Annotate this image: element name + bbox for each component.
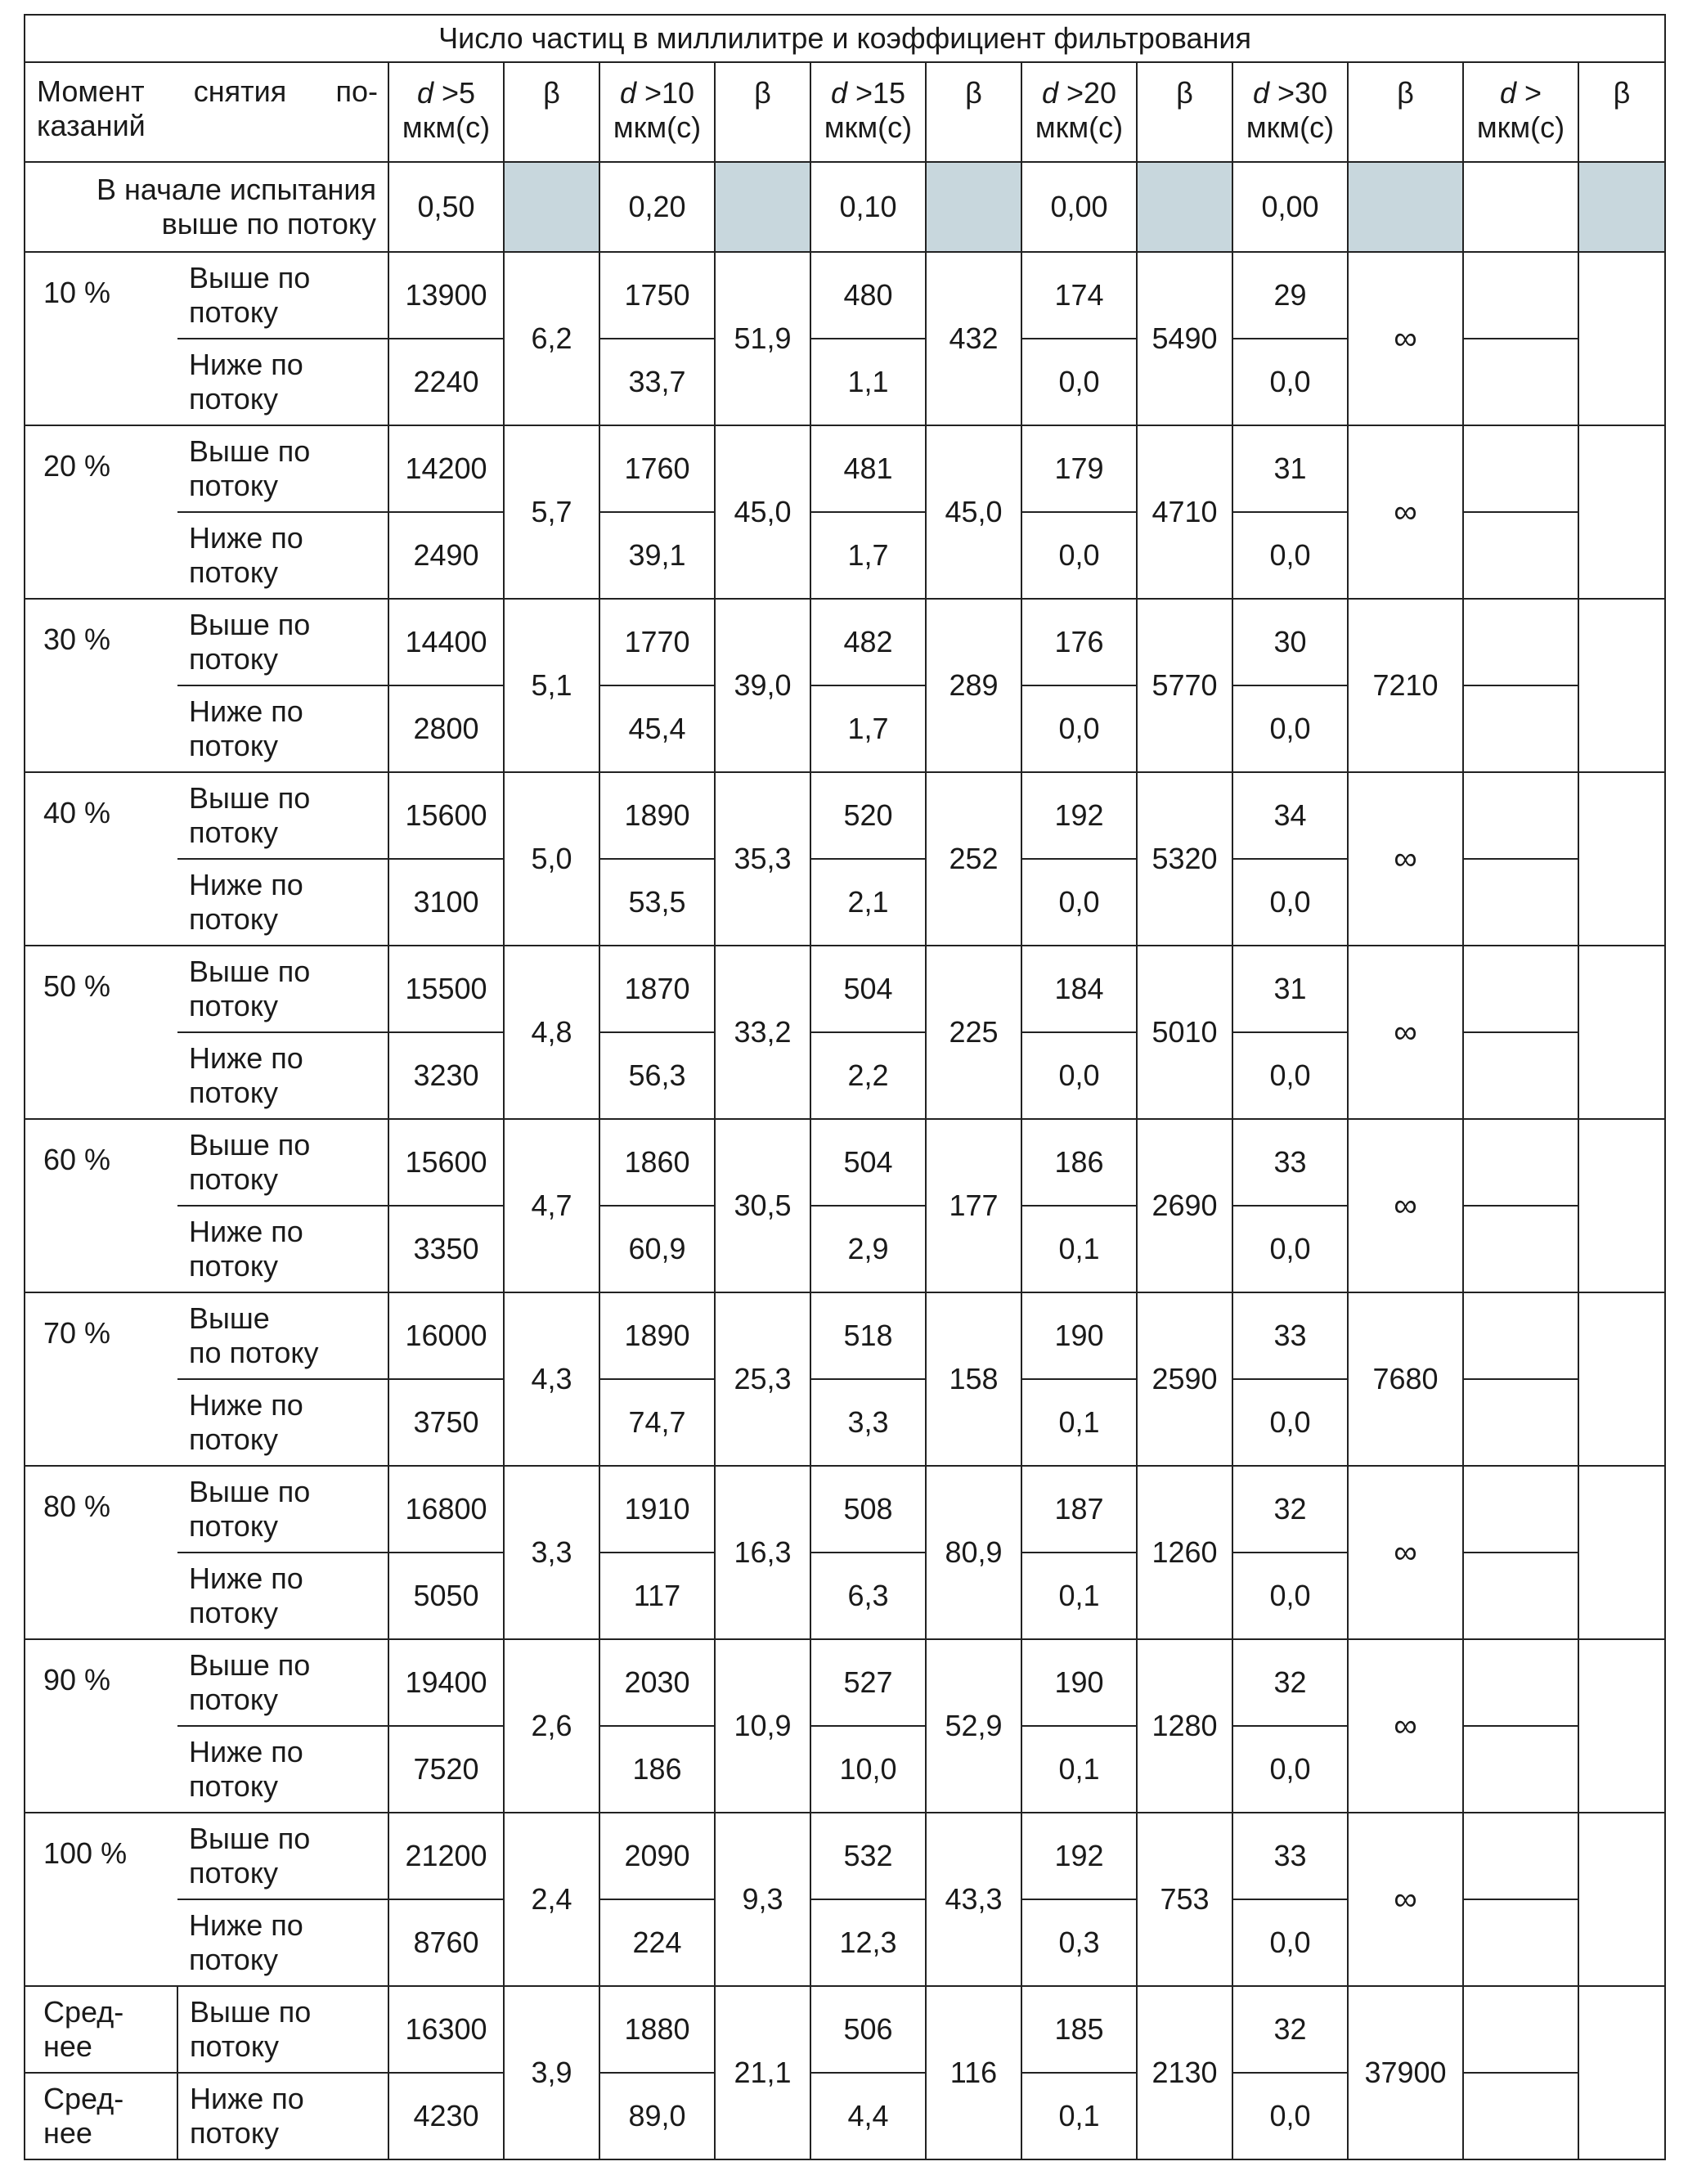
upstream-count: 527 — [810, 1639, 926, 1726]
beta-value: 6,2 — [504, 252, 599, 425]
upstream-count: 1880 — [599, 1986, 715, 2073]
downstream-count: 1,7 — [810, 512, 926, 599]
upstream-count — [1463, 1119, 1578, 1206]
beta-value: ∞ — [1348, 772, 1463, 946]
start-beta-cell — [715, 162, 810, 252]
upstream-count: 1890 — [599, 1292, 715, 1379]
table-body — [25, 15, 1665, 2159]
upstream-count: 33 — [1232, 1813, 1348, 1899]
beta-value: 753 — [1137, 1813, 1232, 1986]
beta-value: 432 — [926, 252, 1021, 425]
downstream-count: 53,5 — [599, 859, 715, 946]
upstream-label: Выше по потоку — [177, 599, 388, 685]
upstream-label: Выше по потоку — [177, 425, 388, 512]
upstream-label: Выше по потоку — [177, 1986, 388, 2073]
upstream-count: 31 — [1232, 946, 1348, 1032]
downstream-count: 33,7 — [599, 339, 715, 425]
beta-value: 10,9 — [715, 1639, 810, 1813]
downstream-count: 89,0 — [599, 2073, 715, 2159]
moment-label: 100 % — [25, 1813, 177, 1986]
size-threshold: >20 — [1057, 76, 1117, 110]
upstream-count: 32 — [1232, 1466, 1348, 1553]
downstream-count: 0,0 — [1021, 859, 1137, 946]
downstream-count: 2240 — [388, 339, 504, 425]
downstream-count: 7520 — [388, 1726, 504, 1813]
downstream-count: 1,7 — [810, 685, 926, 772]
upstream-count: 15600 — [388, 772, 504, 859]
downstream-label: Ниже по потоку — [177, 685, 388, 772]
beta-value — [1578, 599, 1665, 772]
beta-value — [1578, 1292, 1665, 1466]
moment-label: 70 % — [25, 1292, 177, 1466]
start-value: 0,50 — [388, 162, 504, 252]
size-unit: мкм(c) — [1035, 110, 1124, 144]
size-symbol: d — [1041, 76, 1058, 110]
downstream-count: 2,2 — [810, 1032, 926, 1119]
downstream-count — [1463, 512, 1578, 599]
size-symbol: d — [1499, 76, 1516, 110]
beta-value: 116 — [926, 1986, 1021, 2159]
upstream-count — [1463, 1813, 1578, 1899]
downstream-count: 3230 — [388, 1032, 504, 1119]
downstream-count: 60,9 — [599, 1206, 715, 1292]
beta-value: 25,3 — [715, 1292, 810, 1466]
upstream-count: 187 — [1021, 1466, 1137, 1553]
size-header — [1232, 62, 1348, 162]
downstream-count: 0,0 — [1232, 1726, 1348, 1813]
beta-value — [1578, 1986, 1665, 2159]
beta-value — [1578, 1119, 1665, 1292]
beta-value: 4,8 — [504, 946, 599, 1119]
downstream-count: 2,9 — [810, 1206, 926, 1292]
beta-value: 9,3 — [715, 1813, 810, 1986]
upstream-count: 504 — [810, 1119, 926, 1206]
downstream-count: 3350 — [388, 1206, 504, 1292]
beta-value: ∞ — [1348, 946, 1463, 1119]
upstream-count: 15500 — [388, 946, 504, 1032]
downstream-count: 45,4 — [599, 685, 715, 772]
beta-header: β — [1348, 62, 1463, 162]
downstream-count: 1,1 — [810, 339, 926, 425]
upstream-count: 186 — [1021, 1119, 1137, 1206]
beta-value: 51,9 — [715, 252, 810, 425]
beta-value: 45,0 — [715, 425, 810, 599]
upstream-count — [1463, 252, 1578, 339]
upstream-count: 190 — [1021, 1639, 1137, 1726]
downstream-count: 0,1 — [1021, 2073, 1137, 2159]
upstream-count: 190 — [1021, 1292, 1137, 1379]
size-unit: мкм(c) — [402, 110, 491, 144]
size-header — [388, 62, 504, 162]
upstream-count: 1890 — [599, 772, 715, 859]
moment-label: 90 % — [25, 1639, 177, 1813]
upstream-count: 518 — [810, 1292, 926, 1379]
downstream-count: 0,0 — [1232, 339, 1348, 425]
downstream-count: 2800 — [388, 685, 504, 772]
upstream-label: Выше по потоку — [177, 1813, 388, 1899]
size-threshold: >5 — [433, 76, 476, 110]
downstream-count: 10,0 — [810, 1726, 926, 1813]
downstream-count — [1463, 685, 1578, 772]
upstream-count: 14400 — [388, 599, 504, 685]
size-unit: мкм(c) — [824, 110, 913, 144]
beta-value: 158 — [926, 1292, 1021, 1466]
moment-label: 40 % — [25, 772, 177, 946]
upstream-count: 33 — [1232, 1119, 1348, 1206]
downstream-count: 3100 — [388, 859, 504, 946]
upstream-count — [1463, 425, 1578, 512]
downstream-label: Ниже по потоку — [177, 1032, 388, 1119]
upstream-count: 532 — [810, 1813, 926, 1899]
downstream-count: 0,0 — [1232, 859, 1348, 946]
downstream-count — [1463, 2073, 1578, 2159]
beta-value — [1578, 1639, 1665, 1813]
upstream-label: Выше по потоку — [177, 946, 388, 1032]
beta-value: 5490 — [1137, 252, 1232, 425]
downstream-label: Ниже по потоку — [177, 1553, 388, 1639]
size-unit: мкм(c) — [613, 110, 702, 144]
downstream-count: 2490 — [388, 512, 504, 599]
beta-header: β — [715, 62, 810, 162]
upstream-count: 1860 — [599, 1119, 715, 1206]
upstream-label: Выше по потоку — [177, 772, 388, 859]
downstream-label: Ниже по потоку — [177, 1379, 388, 1466]
beta-value: 2,4 — [504, 1813, 599, 1986]
upstream-count: 192 — [1021, 772, 1137, 859]
table-row — [25, 1466, 1665, 1553]
beta-value: ∞ — [1348, 1119, 1463, 1292]
upstream-count: 2090 — [599, 1813, 715, 1899]
moment-label: 30 % — [25, 599, 177, 772]
beta-value: 5770 — [1137, 599, 1232, 772]
downstream-count: 39,1 — [599, 512, 715, 599]
size-header — [810, 62, 926, 162]
beta-value: 37900 — [1348, 1986, 1463, 2159]
moment-label: 80 % — [25, 1466, 177, 1639]
beta-value: ∞ — [1348, 1639, 1463, 1813]
size-threshold: >15 — [846, 76, 906, 110]
upstream-count: 16800 — [388, 1466, 504, 1553]
downstream-label: Ниже по потоку — [177, 2073, 388, 2159]
beta-value — [1578, 1466, 1665, 1639]
size-unit: мкм(c) — [1246, 110, 1335, 144]
size-threshold: >10 — [635, 76, 695, 110]
downstream-count: 2,1 — [810, 859, 926, 946]
upstream-count: 179 — [1021, 425, 1137, 512]
beta-value: 5,1 — [504, 599, 599, 772]
downstream-count — [1463, 1032, 1578, 1119]
table-row — [25, 1292, 1665, 1379]
downstream-count: 0,0 — [1232, 512, 1348, 599]
downstream-count: 74,7 — [599, 1379, 715, 1466]
upstream-count: 506 — [810, 1986, 926, 2073]
downstream-count: 0,0 — [1232, 2073, 1348, 2159]
downstream-label: Ниже по потоку — [177, 1899, 388, 1986]
beta-value: 16,3 — [715, 1466, 810, 1639]
downstream-label: Ниже по потоку — [177, 512, 388, 599]
beta-value: 45,0 — [926, 425, 1021, 599]
upstream-count: 184 — [1021, 946, 1137, 1032]
start-row — [25, 162, 1665, 252]
table-title: Число частиц в миллилитре и коэффициент фильтрования — [25, 15, 1665, 62]
beta-value: ∞ — [1348, 252, 1463, 425]
upstream-count: 29 — [1232, 252, 1348, 339]
start-value — [1463, 162, 1578, 252]
size-header — [599, 62, 715, 162]
beta-header: β — [926, 62, 1021, 162]
beta-value — [1578, 946, 1665, 1119]
start-value: 0,00 — [1232, 162, 1348, 252]
size-symbol: d — [830, 76, 847, 110]
header-row — [25, 62, 1665, 162]
size-symbol: d — [1252, 76, 1269, 110]
table-row — [25, 1639, 1665, 1726]
downstream-count: 3750 — [388, 1379, 504, 1466]
upstream-count: 508 — [810, 1466, 926, 1553]
beta-value: 7210 — [1348, 599, 1463, 772]
beta-value: 80,9 — [926, 1466, 1021, 1639]
downstream-count — [1463, 1553, 1578, 1639]
downstream-count: 5050 — [388, 1553, 504, 1639]
downstream-count: 0,0 — [1021, 1032, 1137, 1119]
upstream-count: 14200 — [388, 425, 504, 512]
beta-value: 5,0 — [504, 772, 599, 946]
start-beta-cell — [1137, 162, 1232, 252]
downstream-count: 0,0 — [1232, 1379, 1348, 1466]
size-symbol: d — [619, 76, 636, 110]
moment-label: 50 % — [25, 946, 177, 1119]
downstream-count — [1463, 859, 1578, 946]
beta-value: 3,9 — [504, 1986, 599, 2159]
upstream-count: 481 — [810, 425, 926, 512]
beta-value: 2130 — [1137, 1986, 1232, 2159]
size-unit: мкм(c) — [1476, 110, 1565, 144]
moment-label: 60 % — [25, 1119, 177, 1292]
beta-value: 52,9 — [926, 1639, 1021, 1813]
start-value: 0,10 — [810, 162, 926, 252]
upstream-count: 32 — [1232, 1986, 1348, 2073]
upstream-count — [1463, 946, 1578, 1032]
beta-value — [1578, 425, 1665, 599]
table-row — [25, 772, 1665, 859]
downstream-count: 0,1 — [1021, 1379, 1137, 1466]
downstream-count: 0,0 — [1232, 1899, 1348, 1986]
downstream-label: Ниже по потоку — [177, 1206, 388, 1292]
filtration-table — [24, 14, 1666, 2160]
upstream-label: Выше по потоку — [177, 1466, 388, 1553]
downstream-count — [1463, 1379, 1578, 1466]
beta-header: β — [1137, 62, 1232, 162]
moment-label: 20 % — [25, 425, 177, 599]
start-label: В начале испытания выше по потоку — [25, 162, 388, 252]
downstream-count: 186 — [599, 1726, 715, 1813]
upstream-count: 520 — [810, 772, 926, 859]
upstream-count — [1463, 1639, 1578, 1726]
downstream-count: 0,3 — [1021, 1899, 1137, 1986]
upstream-count: 31 — [1232, 425, 1348, 512]
downstream-count: 4,4 — [810, 2073, 926, 2159]
upstream-count: 13900 — [388, 252, 504, 339]
beta-value — [1578, 772, 1665, 946]
beta-value: 21,1 — [715, 1986, 810, 2159]
upstream-count: 1870 — [599, 946, 715, 1032]
upstream-count: 19400 — [388, 1639, 504, 1726]
upstream-count: 21200 — [388, 1813, 504, 1899]
downstream-count: 0,1 — [1021, 1726, 1137, 1813]
beta-value: 39,0 — [715, 599, 810, 772]
downstream-count: 117 — [599, 1553, 715, 1639]
upstream-count: 2030 — [599, 1639, 715, 1726]
upstream-count: 32 — [1232, 1639, 1348, 1726]
upstream-label: Выше по потоку — [177, 252, 388, 339]
beta-value: 1260 — [1137, 1466, 1232, 1639]
upstream-count: 504 — [810, 946, 926, 1032]
beta-header: β — [1578, 62, 1665, 162]
upstream-count — [1463, 1466, 1578, 1553]
beta-value: 4,3 — [504, 1292, 599, 1466]
beta-value: 2590 — [1137, 1292, 1232, 1466]
upstream-count: 482 — [810, 599, 926, 685]
downstream-label: Ниже по потоку — [177, 1726, 388, 1813]
beta-value: 5,7 — [504, 425, 599, 599]
downstream-count — [1463, 339, 1578, 425]
beta-value: 7680 — [1348, 1292, 1463, 1466]
upstream-label: Выше по потоку — [177, 1639, 388, 1726]
downstream-count: 6,3 — [810, 1553, 926, 1639]
beta-value: 252 — [926, 772, 1021, 946]
downstream-count: 56,3 — [599, 1032, 715, 1119]
downstream-count: 12,3 — [810, 1899, 926, 1986]
beta-value: ∞ — [1348, 1813, 1463, 1986]
beta-value: 2690 — [1137, 1119, 1232, 1292]
upstream-count: 15600 — [388, 1119, 504, 1206]
downstream-count: 224 — [599, 1899, 715, 1986]
upstream-label: Выше по потоку — [177, 1119, 388, 1206]
beta-value: 225 — [926, 946, 1021, 1119]
downstream-count: 8760 — [388, 1899, 504, 1986]
upstream-count: 192 — [1021, 1813, 1137, 1899]
size-threshold: >30 — [1268, 76, 1328, 110]
beta-value: 4,7 — [504, 1119, 599, 1292]
moment-label: Сред-нее — [25, 1986, 177, 2073]
beta-value: ∞ — [1348, 425, 1463, 599]
beta-value: 289 — [926, 599, 1021, 772]
beta-value: 1280 — [1137, 1639, 1232, 1813]
table-row — [25, 252, 1665, 339]
table-row — [25, 1986, 1665, 2073]
moment-label: Сред-нее — [25, 2073, 177, 2159]
downstream-count: 0,0 — [1232, 685, 1348, 772]
start-value: 0,20 — [599, 162, 715, 252]
beta-value: 4710 — [1137, 425, 1232, 599]
downstream-label: Ниже по потоку — [177, 859, 388, 946]
size-threshold: > — [1516, 76, 1542, 110]
upstream-count: 34 — [1232, 772, 1348, 859]
table-row — [25, 946, 1665, 1032]
upstream-count: 185 — [1021, 1986, 1137, 2073]
downstream-count — [1463, 1206, 1578, 1292]
downstream-count — [1463, 1899, 1578, 1986]
downstream-count: 4230 — [388, 2073, 504, 2159]
downstream-count: 0,0 — [1232, 1032, 1348, 1119]
upstream-count: 176 — [1021, 599, 1137, 685]
moment-label: 10 % — [25, 252, 177, 425]
beta-value — [1578, 252, 1665, 425]
downstream-count: 0,0 — [1021, 685, 1137, 772]
beta-value: 5010 — [1137, 946, 1232, 1119]
upstream-count: 174 — [1021, 252, 1137, 339]
start-beta-cell — [926, 162, 1021, 252]
beta-value: 35,3 — [715, 772, 810, 946]
beta-value: 2,6 — [504, 1639, 599, 1813]
upstream-count: 1760 — [599, 425, 715, 512]
beta-value: 3,3 — [504, 1466, 599, 1639]
beta-value: 33,2 — [715, 946, 810, 1119]
beta-value: 177 — [926, 1119, 1021, 1292]
upstream-count: 480 — [810, 252, 926, 339]
start-beta-cell — [504, 162, 599, 252]
upstream-label: Выше по потоку — [177, 1292, 388, 1379]
downstream-count: 0,0 — [1232, 1553, 1348, 1639]
downstream-count: 0,0 — [1232, 1206, 1348, 1292]
beta-value: 5320 — [1137, 772, 1232, 946]
upstream-count: 30 — [1232, 599, 1348, 685]
downstream-count: 0,0 — [1021, 339, 1137, 425]
upstream-count — [1463, 1292, 1578, 1379]
downstream-count — [1463, 1726, 1578, 1813]
size-header — [1463, 62, 1578, 162]
downstream-count: 0,1 — [1021, 1206, 1137, 1292]
upstream-count: 16300 — [388, 1986, 504, 2073]
downstream-count: 0,1 — [1021, 1553, 1137, 1639]
start-value: 0,00 — [1021, 162, 1137, 252]
upstream-count: 1750 — [599, 252, 715, 339]
table-row — [25, 1813, 1665, 1899]
start-beta-cell — [1348, 162, 1463, 252]
upstream-count — [1463, 599, 1578, 685]
upstream-count: 33 — [1232, 1292, 1348, 1379]
size-symbol: d — [416, 76, 433, 110]
upstream-count — [1463, 1986, 1578, 2073]
beta-value: 30,5 — [715, 1119, 810, 1292]
beta-value — [1578, 1813, 1665, 1986]
table-row — [25, 1119, 1665, 1206]
upstream-count: 16000 — [388, 1292, 504, 1379]
size-header — [1021, 62, 1137, 162]
moment-header: Момент снятия по-казаний — [25, 62, 388, 162]
downstream-label: Ниже по потоку — [177, 339, 388, 425]
downstream-count: 3,3 — [810, 1379, 926, 1466]
beta-value: 43,3 — [926, 1813, 1021, 1986]
table-row — [25, 425, 1665, 512]
downstream-count: 0,0 — [1021, 512, 1137, 599]
beta-value: ∞ — [1348, 1466, 1463, 1639]
upstream-count — [1463, 772, 1578, 859]
start-beta-cell — [1578, 162, 1665, 252]
beta-header: β — [504, 62, 599, 162]
table-row — [25, 599, 1665, 685]
upstream-count: 1910 — [599, 1466, 715, 1553]
upstream-count: 1770 — [599, 599, 715, 685]
